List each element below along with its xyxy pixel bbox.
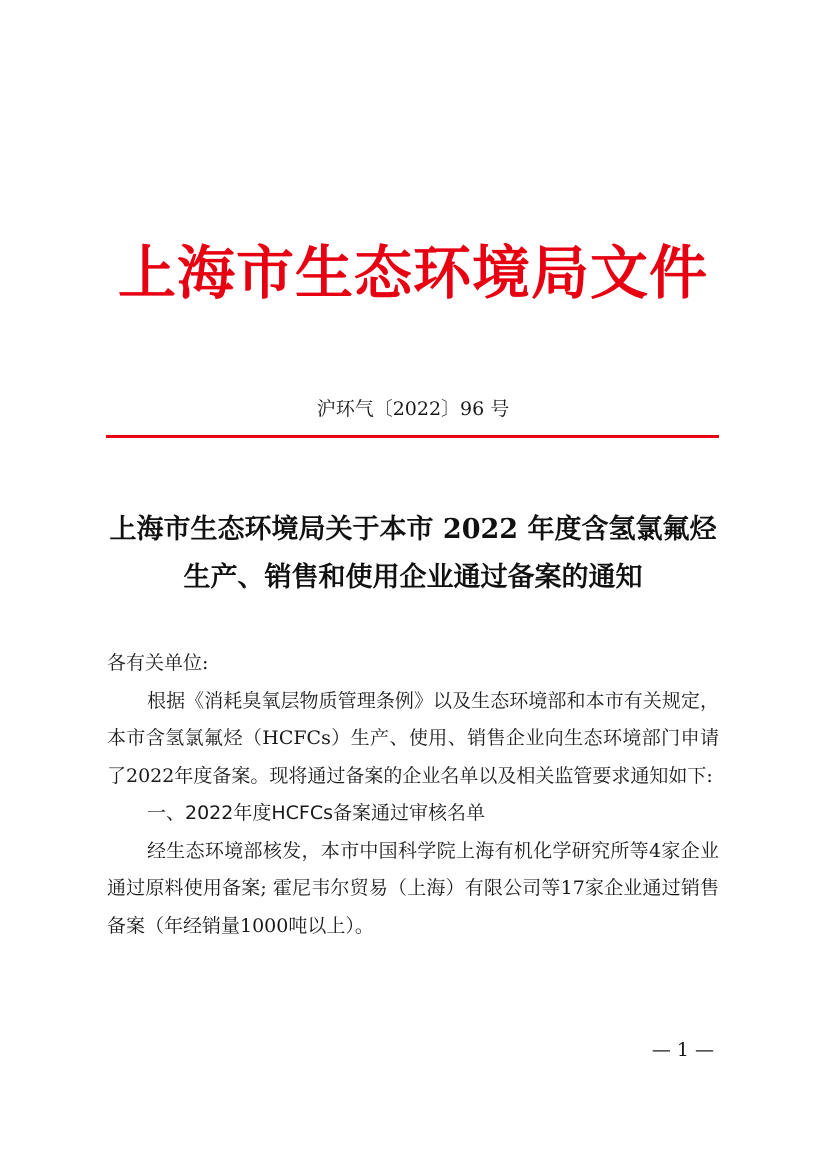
- body-paragraph-1: 根据《消耗臭氧层物质管理条例》以及生态环境部和本市有关规定，本市含氢氯氟烃（HCFCs）生产、使用、销售企业向生态环境部门申请了2022年度备案。现将通过备案的企业名单以及相关监管要求通知如下:: [107, 689, 719, 787]
- page-number: — 1 —: [651, 1039, 714, 1061]
- document-body: [107, 645, 719, 945]
- document-header-title: 上海市生态环境局文件: [117, 239, 708, 307]
- header-divider-rule: [106, 435, 719, 438]
- document-title: [100, 506, 726, 602]
- document-number: 沪环气〔2022〕96 号: [316, 398, 510, 420]
- body-paragraph-2: 经生态环境部核发，本市中国科学院上海有机化学研究所等4家企业通过原料使用备案; 霍尼韦尔贸易（上海）有限公司等17家企业通过销售备案（年经销量1000吨以上）。: [107, 839, 719, 937]
- document-title-line-1: 上海市生态环境局关于本市 2022 年度含氢氯氟烃: [109, 514, 717, 545]
- document-title-line-2: 生产、销售和使用企业通过备案的通知: [183, 562, 643, 593]
- salutation: 各有关单位:: [107, 652, 209, 674]
- section-heading-1: 一、2022年度HCFCs备案通过审核名单: [147, 802, 486, 824]
